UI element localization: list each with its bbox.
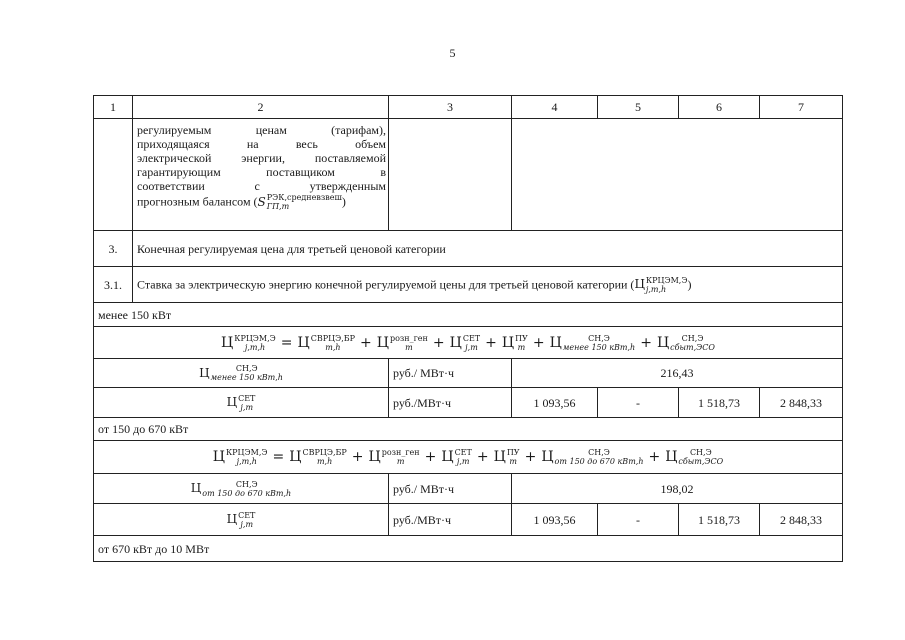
plus-sign: + [640, 334, 652, 351]
value-cell: 1 093,56 [512, 504, 598, 536]
value-cell: 2 848,33 [760, 504, 843, 536]
value-cell: - [598, 504, 679, 536]
table-row [94, 474, 843, 504]
plus-sign: + [360, 334, 372, 351]
table-row [94, 388, 843, 418]
formula-term: Ц розн_ген m [368, 448, 420, 466]
unit-cell: руб./МВт·ч [389, 504, 512, 536]
symbol: Ц СЕТ j,m [226, 510, 256, 529]
formula-term: Ц СЕТ j,m [449, 333, 481, 352]
column-header: 7 [760, 96, 843, 119]
formula-term: Ц СН,Э менее 150 кВт,h [549, 333, 636, 352]
plus-sign: + [476, 449, 489, 465]
column-header: 5 [598, 96, 679, 119]
value-cell: 1 093,56 [512, 388, 598, 418]
subsection-title: Ставка за электрическую энергию конечной регулируемой цены для третьей ценовой категории (Ц КРЦЭМ,Э j,m,h ) [133, 267, 843, 303]
symbol: Ц СЕТ j,m [226, 393, 256, 412]
plus-sign: + [485, 334, 497, 351]
column-header: 2 [133, 96, 389, 119]
column-header: 3 [389, 96, 512, 119]
formula-term: Ц СЕТ j,m [441, 448, 472, 466]
formula-term: Ц КРЦЭМ,Э j,m,h [212, 448, 268, 466]
merged-value-cell: 198,02 [512, 474, 843, 504]
formula-term: Ц СВРЦЭ,БР m,h [289, 448, 347, 466]
value-cell: 2 848,33 [760, 388, 843, 418]
subsection-row [94, 267, 843, 303]
group-label-row [94, 303, 843, 327]
table-row [94, 504, 843, 536]
continued-description-row [94, 119, 843, 231]
unit-cell: руб./ МВт·ч [389, 474, 512, 504]
balance-symbol: S РЭК,средневзвеш ГП,m [257, 193, 342, 211]
merged-value-cell: 216,43 [512, 359, 843, 388]
formula-term: Ц ПУ m [493, 448, 520, 466]
tariff-table [93, 95, 843, 562]
column-header: 1 [94, 96, 133, 119]
plus-sign: + [524, 449, 537, 465]
column-header-row [94, 96, 843, 119]
formula-term: Ц СН,Э сбыт,ЭСО [665, 448, 724, 466]
symbol-cell [94, 388, 389, 418]
value-cell: 1 518,73 [679, 504, 760, 536]
plus-sign: + [351, 449, 364, 465]
plus-sign: + [532, 334, 545, 351]
value-cell: - [598, 388, 679, 418]
section-title: Конечная регулируемая цена для третьей ценовой категории [133, 231, 843, 267]
empty-cell [389, 119, 512, 231]
description-line: регулируемым ценам (тарифам), [137, 123, 386, 137]
group-label-row [94, 536, 843, 562]
column-header: 4 [512, 96, 598, 119]
table-row [94, 359, 843, 388]
description-line: гарантирующим поставщиком в [137, 165, 386, 179]
equals-sign: = [280, 334, 293, 351]
formula-term: Ц розн_ген m [376, 333, 428, 352]
price-symbol: Ц КРЦЭМ,Э j,m,h [634, 275, 688, 294]
description-last-line: прогнозным балансом (S РЭК,средневзвеш ГП,m ) [137, 193, 346, 211]
formula-cell [94, 441, 843, 474]
description-line: соответствии с утвержденным [137, 179, 386, 193]
formula-term: Ц СВРЦЭ,БР m,h [297, 333, 356, 352]
formula-row [94, 327, 843, 359]
formula [221, 335, 715, 351]
section-number: 3. [94, 231, 133, 267]
unit-cell: руб./МВт·ч [389, 388, 512, 418]
description-cell [133, 119, 389, 231]
group-label: менее 150 кВт [94, 303, 843, 327]
group-label-row [94, 418, 843, 441]
formula-term: Ц СН,Э от 150 до 670 кВт,h [541, 448, 644, 466]
formula-term: Ц КРЦЭМ,Э j,m,h [221, 333, 276, 352]
formula-cell [94, 327, 843, 359]
formula-row [94, 441, 843, 474]
subsection-number: 3.1. [94, 267, 133, 303]
column-header: 6 [679, 96, 760, 119]
formula-term: Ц ПУ m [501, 333, 528, 352]
row-number-cell [94, 119, 133, 231]
symbol-cell [94, 474, 389, 504]
equals-sign: = [272, 449, 285, 465]
group-label: от 150 до 670 кВт [94, 418, 843, 441]
value-cell: 1 518,73 [679, 388, 760, 418]
group-label: от 670 кВт до 10 МВт [94, 536, 843, 562]
formula [213, 449, 723, 465]
symbol-cell [94, 504, 389, 536]
description-line: приходящаяся на весь объем [137, 137, 386, 151]
formula-term: Ц СН,Э сбыт,ЭСО [656, 333, 715, 352]
page-number: 5 [449, 46, 456, 60]
symbol: Ц СН,Э менее 150 кВт,h [199, 364, 283, 382]
symbol-cell [94, 359, 389, 388]
section-row [94, 231, 843, 267]
plus-sign: + [648, 449, 661, 465]
description-line: электрической энергии, поставляемой [137, 151, 386, 165]
empty-merged-cell [512, 119, 843, 231]
plus-sign: + [432, 334, 445, 351]
symbol: Ц СН,Э от 150 до 670 кВт,h [190, 479, 292, 498]
unit-cell: руб./ МВт·ч [389, 359, 512, 388]
plus-sign: + [424, 449, 437, 465]
